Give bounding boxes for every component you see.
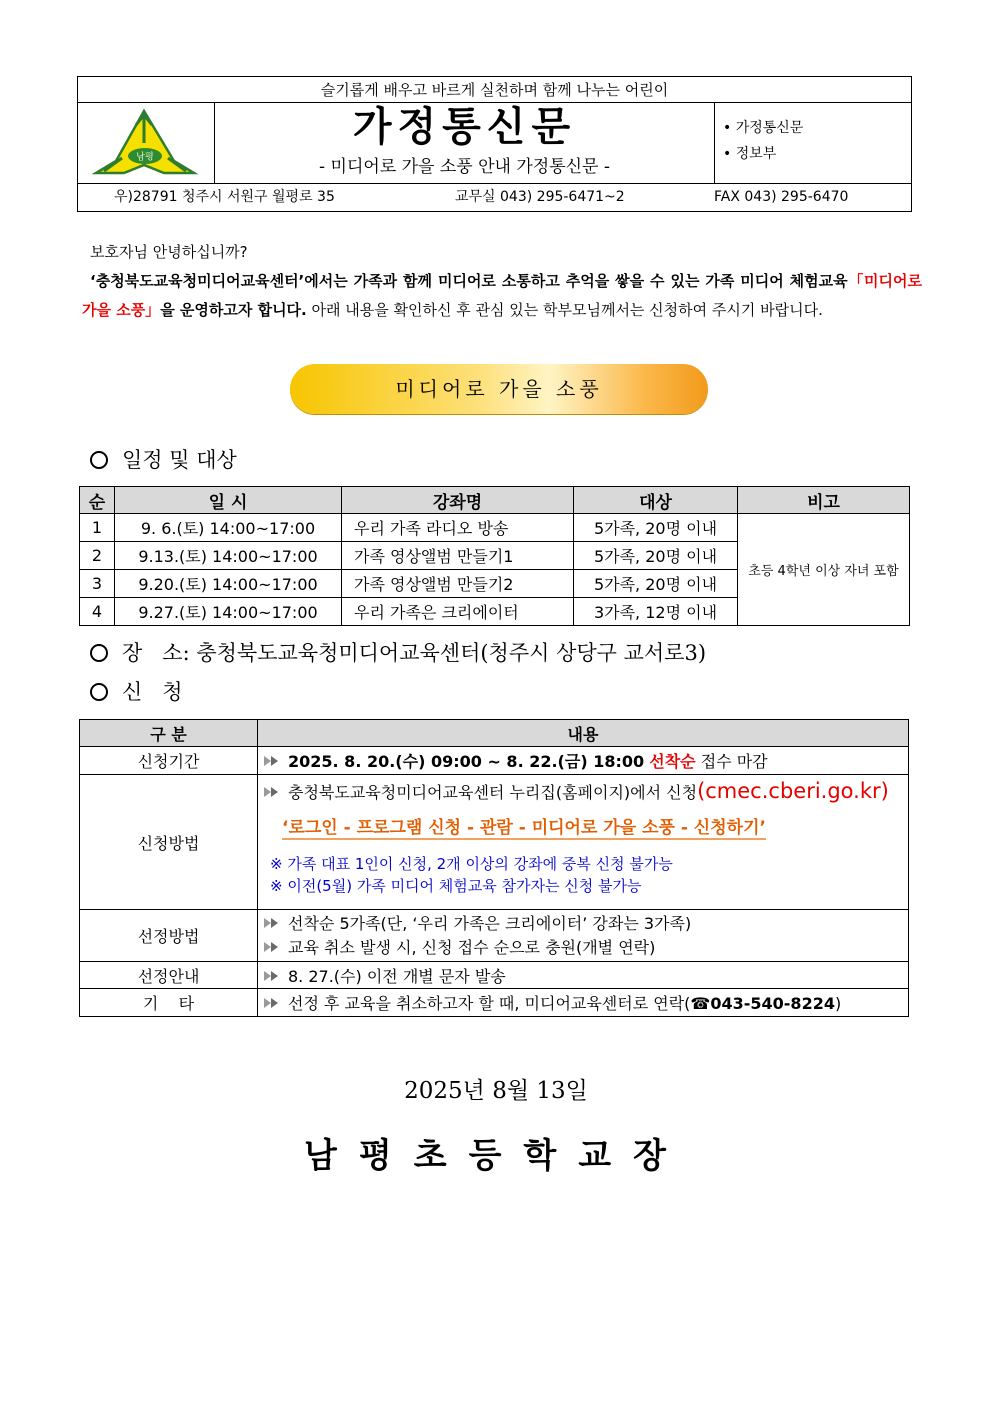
row-no: 2	[80, 542, 115, 570]
section-place	[90, 637, 706, 667]
row-course: 우리 가족 라디오 방송	[342, 514, 574, 542]
double-arrow-icon	[262, 754, 282, 768]
row-date: 9.27.(토) 14:00~17:00	[115, 598, 342, 626]
notice-text: 8. 27.(수) 이전 개별 문자 발송	[288, 966, 506, 986]
table-row	[80, 910, 909, 962]
row-course: 가족 영상앨범 만들기1	[342, 542, 574, 570]
intro-text	[82, 238, 922, 325]
first-come-label: 선착순	[649, 752, 696, 771]
side-item-department: • 정보부	[723, 146, 777, 162]
select-first: 선착순 5가족(단, ‘우리 가족은 크리에이터’ 강좌는 3가족)	[288, 913, 692, 933]
homepage-url[interactable]: (cmec.cberi.go.kr)	[697, 779, 889, 803]
method-value	[258, 775, 909, 910]
row-target: 5가족, 20명 이내	[574, 542, 738, 570]
logo-cell	[78, 103, 215, 183]
table-row	[80, 989, 909, 1017]
fax-number: FAX 043) 295-6470	[714, 189, 849, 205]
etc-close: )	[834, 994, 842, 1013]
program-banner: 미디어로 가을 소풍	[290, 364, 708, 414]
section-schedule	[90, 444, 237, 474]
newsletter-title: 가정통신문	[352, 104, 577, 150]
department-cell	[715, 103, 911, 183]
method-label: 신청방법	[80, 775, 258, 910]
school-motto: 슬기롭게 배우고 바르게 실천하며 함께 나누는 어린이	[78, 77, 911, 103]
row-date: 9.13.(토) 14:00~17:00	[115, 542, 342, 570]
intro-rest: 아래 내용을 확인하신 후 관심 있는 학부모님께서는 신청하여 주시기 바랍니다.	[306, 301, 823, 319]
select-second: 교육 취소 발생 시, 신청 접수 순으로 충원(개별 연락)	[288, 937, 656, 957]
method-note-1: ※ 가족 대표 1인이 신청, 2개 이상의 강좌에 중복 신청 불가능	[270, 855, 673, 873]
greeting: 보호자님 안녕하십니까?	[90, 243, 248, 261]
section-apply	[90, 676, 183, 706]
table-row	[80, 962, 909, 989]
row-date: 9.20.(토) 14:00~17:00	[115, 570, 342, 598]
select-label: 선정방법	[80, 910, 258, 962]
row-target: 5가족, 20명 이내	[574, 570, 738, 598]
row-date: 9. 6.(토) 14:00~17:00	[115, 514, 342, 542]
side-item-newsletter: • 가정통신문	[723, 120, 804, 136]
section-apply-title: 신 청	[122, 680, 183, 704]
notice-label: 선정안내	[80, 962, 258, 989]
program-name: 「미디어로 가을 소풍」	[82, 272, 922, 319]
school-logo-icon	[78, 103, 215, 183]
row-no: 1	[80, 514, 115, 542]
method-line: 충청북도교육청미디어교육센터 누리집(홈페이지)에서 신청	[288, 783, 698, 802]
schedule-header-row	[80, 487, 910, 514]
intro-bold: ‘충청북도교육청미디어교육센터’에서는 가족과 함께 미디어로 소통하고 추억을 쌓을 수 있는 가족 미디어 체험교육	[90, 272, 848, 290]
col-target: 대상	[574, 487, 738, 514]
intro-bold-2: 을 운영하고자 합니다.	[160, 301, 307, 319]
etc-label: 기 타	[80, 989, 258, 1017]
row-target: 5가족, 20명 이내	[574, 514, 738, 542]
double-arrow-icon	[262, 785, 282, 799]
col-date: 일 시	[115, 487, 342, 514]
notice-value	[258, 962, 909, 989]
issue-date: 2025년 8월 13일	[404, 1078, 588, 1104]
row-course: 우리 가족은 크리에이터	[342, 598, 574, 626]
principal-signature: 남평초등학교장	[304, 1136, 688, 1176]
logo-text: 남평	[136, 152, 154, 163]
circle-bullet-icon	[90, 683, 108, 701]
row-no: 3	[80, 570, 115, 598]
intro-paragraph	[82, 267, 922, 325]
col-note: 비고	[738, 487, 910, 514]
period-dates: 2025. 8. 20.(수) 09:00 ~ 8. 22.(금) 18:00	[288, 752, 645, 771]
table-row	[80, 775, 909, 910]
row-target: 3가족, 12명 이내	[574, 598, 738, 626]
section-schedule-title: 일정 및 대상	[122, 448, 237, 472]
row-course: 가족 영상앨범 만들기2	[342, 570, 574, 598]
row-no: 4	[80, 598, 115, 626]
newsletter-subtitle: - 미디어로 가을 소풍 안내 가정통신문 -	[318, 157, 611, 177]
select-value	[258, 910, 909, 962]
school-address: 우)28791 청주시 서원구 월평로 35	[114, 189, 335, 205]
col-no: 순	[80, 487, 115, 514]
method-note-2: ※ 이전(5월) 가족 미디어 체험교육 참가자는 신청 불가능	[270, 877, 642, 895]
period-value	[258, 747, 909, 775]
double-arrow-icon	[262, 969, 282, 983]
etc-value	[258, 989, 909, 1017]
schedule-table	[79, 486, 910, 626]
col-course: 강좌명	[342, 487, 574, 514]
application-header-row	[80, 720, 909, 747]
letterhead	[77, 76, 912, 212]
double-arrow-icon	[262, 996, 282, 1010]
col-category: 구 분	[80, 720, 258, 747]
section-place-text: 장 소: 충청북도교육청미디어교육센터(청주시 상당구 교서로3)	[122, 641, 707, 665]
etc-text: 선정 후 교육을 취소하고자 할 때, 미디어교육센터로 연락(	[288, 994, 691, 1013]
office-phone: 교무실 043) 295-6471~2	[455, 189, 625, 205]
contact-phone: ☎043-540-8224	[690, 994, 835, 1013]
period-label: 신청기간	[80, 747, 258, 775]
table-row	[80, 747, 909, 775]
title-cell	[215, 103, 715, 183]
circle-bullet-icon	[90, 644, 108, 662]
double-arrow-icon	[262, 916, 282, 930]
double-arrow-icon	[262, 940, 282, 954]
application-path: ‘로그인 - 프로그램 신청 - 관람 - 미디어로 가을 소풍 - 신청하기’	[282, 818, 766, 838]
row-note: 초등 4학년 이상 자녀 포함	[738, 514, 910, 626]
table-row	[80, 514, 910, 542]
contact-row	[78, 183, 911, 211]
application-table	[79, 719, 909, 1017]
period-close: 접수 마감	[700, 752, 768, 771]
circle-bullet-icon	[90, 451, 108, 469]
col-content: 내용	[258, 720, 909, 747]
